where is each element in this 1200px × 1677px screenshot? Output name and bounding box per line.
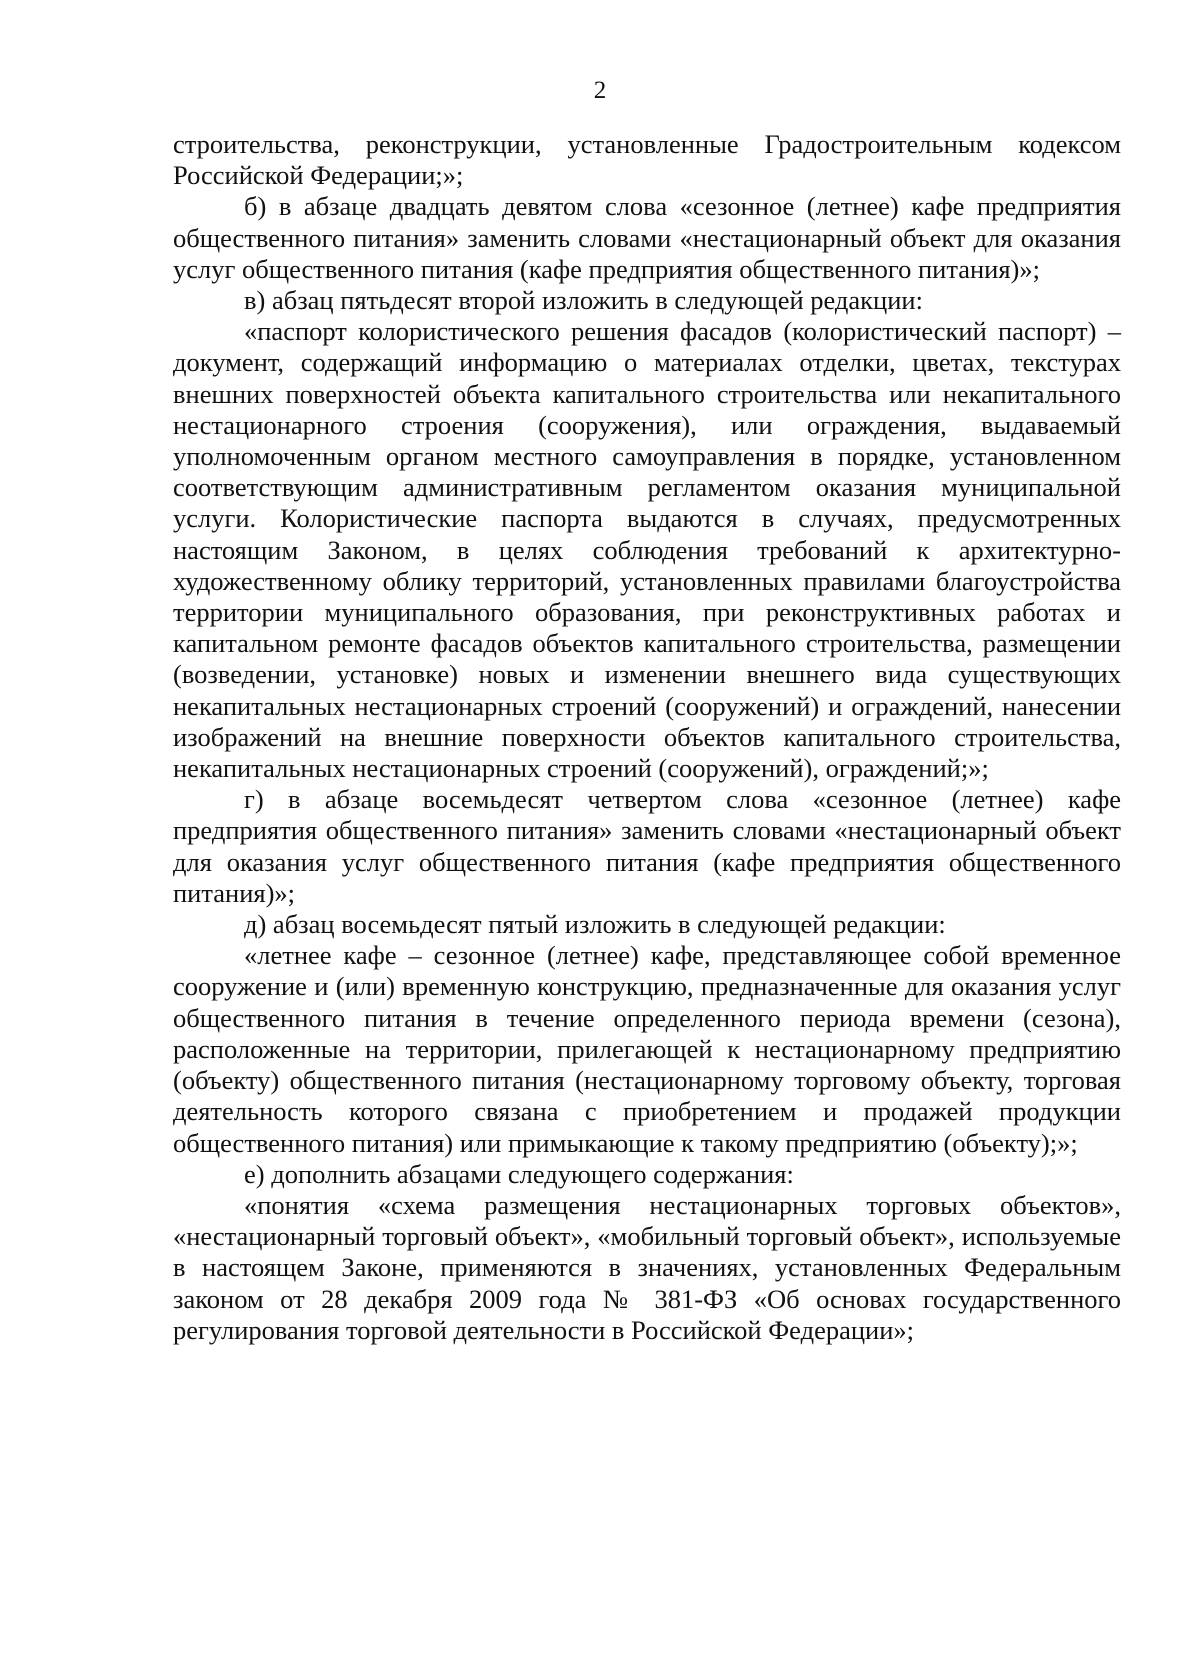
- paragraph-v: в) абзац пятьдесят второй изложить в следующей редакции:: [244, 285, 923, 316]
- paragraph-e: е) дополнить абзацами следующего содержания:: [244, 1158, 794, 1189]
- paragraph-g: г) в абзаце восемьдесят четвертом слова «сезонное (летнее) кафе предприятия общественного питания» заменить словами «нестационарный объект для оказания услуг общественного питания (кафе предприятия общественного питания)»;: [173, 784, 1121, 908]
- paragraph-color-passport-definition: «паспорт колористического решения фасадов (колористический паспорт) – документ, содержащий информацию о материалах отделки, цветах, текстурах внешних поверхностей объекта капитального строительства или некапитального нестационарного строения (сооружения), или ограждения, выдаваемый уполномоченным органом местного самоуправления в порядке, установленном соответствующим административным регламентом оказания муниципальной услуги. Колористические паспорта выдаются в случаях, предусмотренных настоящим Законом, в целях соблюдения требований к архитектурно-художественному облику территорий, установленных правилами благоустройства территории муниципального образования, при реконструктивных работах и капитальном ремонте фасадов объектов капитального строительства, размещении (возведении, установке) новых и изменении внешнего вида существующих некапитальных нестационарных строений (сооружений) и ограждений, нанесении изображений на внешние поверхности объектов капитального строительства, некапитальных нестационарных строений (сооружений), ограждений;»;: [173, 316, 1121, 784]
- paragraph-continuation: строительства, реконструкции, установленные Градостроительным кодексом Российской Федерации;»;: [173, 129, 1121, 191]
- paragraph-concepts-definition: «понятия «схема размещения нестационарных торговых объектов», «нестационарный торговый объект», «мобильный торговый объект», используемые в настоящем Законе, применяются в значениях, установленных Федеральным законом от 28 декабря 2009 года № 381-ФЗ «Об основах государственного регулирования торговой деятельности в Российской Федерации»;: [173, 1189, 1121, 1345]
- document-body: [173, 129, 1121, 1346]
- page-number: 2: [593, 77, 607, 104]
- paragraph-b: б) в абзаце двадцать девятом слова «сезонное (летнее) кафе предприятия общественного питания» заменить словами «нестационарный объект для оказания услуг общественного питания (кафе предприятия общественного питания)»;: [173, 191, 1121, 284]
- paragraph-summer-cafe-definition: «летнее кафе – сезонное (летнее) кафе, представляющее собой временное сооружение и (или) временную конструкцию, предназначенные для оказания услуг общественного питания в течение определенного периода времени (сезона), расположенные на территории, прилегающей к нестационарному предприятию (объекту) общественного питания (нестационарному торговому объекту, торговая деятельность которого связана с приобретением и продажей продукции общественного питания) или примыкающие к такому предприятию (объекту);»;: [173, 940, 1121, 1158]
- paragraph-d: д) абзац восемьдесят пятый изложить в следующей редакции:: [244, 909, 946, 940]
